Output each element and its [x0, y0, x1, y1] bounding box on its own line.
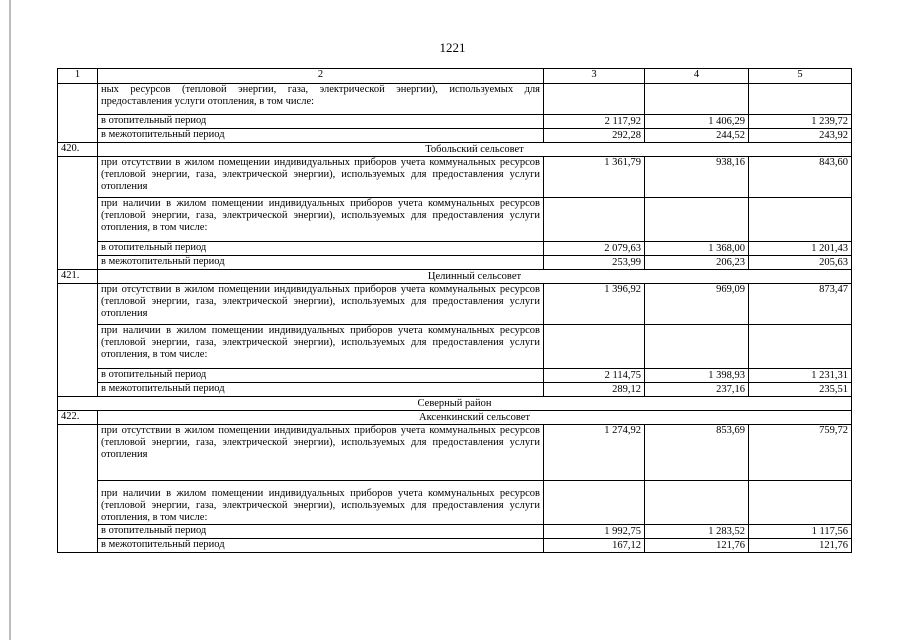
header-col-5: 5 [749, 69, 852, 84]
value-cell: 873,47 [749, 284, 852, 325]
value-cell: 292,28 [544, 129, 645, 143]
table-row [58, 129, 852, 143]
value-cell: 1 201,43 [749, 242, 852, 256]
value-cell: 289,12 [544, 383, 645, 397]
index-cell-empty [58, 157, 98, 270]
value-cell: 853,69 [645, 425, 749, 481]
interheating-label: в межотопительный период [98, 256, 544, 270]
value-cell: 759,72 [749, 425, 852, 481]
value-cell: 1 117,56 [749, 525, 852, 539]
header-row [58, 69, 852, 84]
district-row [58, 397, 852, 411]
value-cell: 1 368,00 [645, 242, 749, 256]
empty-cell [645, 84, 749, 115]
section-title-row [58, 270, 852, 284]
empty-cell [749, 198, 852, 242]
table-row [58, 369, 852, 383]
value-cell: 121,76 [749, 539, 852, 553]
header-col-4: 4 [645, 69, 749, 84]
value-cell: 2 114,75 [544, 369, 645, 383]
value-cell: 206,23 [645, 256, 749, 270]
interheating-label: в межотопительный период [98, 383, 544, 397]
empty-cell [544, 198, 645, 242]
table-row [58, 481, 852, 525]
empty-cell [645, 481, 749, 525]
section-title: Аксенкинский сельсовет [98, 411, 852, 425]
section-title: Целинный сельсовет [98, 270, 852, 284]
index-cell-empty [58, 425, 98, 553]
value-cell: 1 406,29 [645, 115, 749, 129]
interheating-label: в межотопительный период [98, 129, 544, 143]
with-meters-text: при наличии в жилом помещении индивидуальных приборов учета коммунальных ресурсов (тепловой энергии, газа, электрической энергии), используемых для предоставления услуги отопления, в том числе: [98, 325, 544, 369]
index-cell-empty [58, 284, 98, 397]
table-row [58, 425, 852, 481]
value-cell: 969,09 [645, 284, 749, 325]
index-cell-empty [58, 84, 98, 143]
value-cell: 1 992,75 [544, 525, 645, 539]
with-meters-text: при наличии в жилом помещении индивидуальных приборов учета коммунальных ресурсов (тепловой энергии, газа, электрической энергии), используемых для предоставления услуги отопления, в том числе: [98, 481, 544, 525]
header-col-1: 1 [58, 69, 98, 84]
heating-label: в отопительный период [98, 115, 544, 129]
heating-label: в отопительный период [98, 369, 544, 383]
value-cell: 2 117,92 [544, 115, 645, 129]
section-title: Тобольский сельсовет [98, 143, 852, 157]
empty-cell [749, 481, 852, 525]
header-col-3: 3 [544, 69, 645, 84]
empty-cell [645, 198, 749, 242]
table-row [58, 115, 852, 129]
empty-cell [544, 481, 645, 525]
section-title-row [58, 411, 852, 425]
value-cell: 1 396,92 [544, 284, 645, 325]
header-col-2: 2 [98, 69, 544, 84]
table-row [58, 325, 852, 369]
page-number: 1221 [439, 40, 466, 55]
table-row [58, 84, 852, 115]
table-row [58, 198, 852, 242]
district-title: Северный район [58, 397, 852, 411]
table-row [58, 525, 852, 539]
value-cell: 121,76 [645, 539, 749, 553]
interheating-label: в межотопительный период [98, 539, 544, 553]
value-cell: 1 239,72 [749, 115, 852, 129]
table-row [58, 539, 852, 553]
value-cell: 1 274,92 [544, 425, 645, 481]
section-index: 421. [58, 270, 98, 284]
value-cell: 243,92 [749, 129, 852, 143]
value-cell: 167,12 [544, 539, 645, 553]
table-row [58, 284, 852, 325]
tariff-table [57, 68, 852, 553]
section-index: 420. [58, 143, 98, 157]
without-meters-text: при отсутствии в жилом помещении индивидуальных приборов учета коммунальных ресурсов (тепловой энергии, газа, электрической энергии), используемых для предоставления услуги отопления [98, 425, 544, 481]
without-meters-text: при отсутствии в жилом помещении индивидуальных приборов учета коммунальных ресурсов (тепловой энергии, газа, электрической энергии), используемых для предоставления услуги отопления [98, 157, 544, 198]
value-cell: 237,16 [645, 383, 749, 397]
section-title-row [58, 143, 852, 157]
empty-cell [749, 325, 852, 369]
table-row [58, 256, 852, 270]
value-cell: 938,16 [645, 157, 749, 198]
table-row [58, 383, 852, 397]
value-cell: 244,52 [645, 129, 749, 143]
empty-cell [544, 325, 645, 369]
value-cell: 205,63 [749, 256, 852, 270]
heating-label: в отопительный период [98, 242, 544, 256]
value-cell: 253,99 [544, 256, 645, 270]
value-cell: 1 231,31 [749, 369, 852, 383]
without-meters-text: при отсутствии в жилом помещении индивидуальных приборов учета коммунальных ресурсов (тепловой энергии, газа, электрической энергии), используемых для предоставления услуги отопления [98, 284, 544, 325]
page-edge-line [9, 0, 11, 640]
section-index: 422. [58, 411, 98, 425]
continuation-text: ных ресурсов (тепловой энергии, газа, электрической энергии), используемых для предоставления услуги отопления, в том числе: [98, 84, 544, 115]
value-cell: 843,60 [749, 157, 852, 198]
table-row [58, 242, 852, 256]
value-cell: 1 283,52 [645, 525, 749, 539]
heating-label: в отопительный период [98, 525, 544, 539]
empty-cell [544, 84, 645, 115]
empty-cell [749, 84, 852, 115]
value-cell: 2 079,63 [544, 242, 645, 256]
value-cell: 235,51 [749, 383, 852, 397]
table-row [58, 157, 852, 198]
with-meters-text: при наличии в жилом помещении индивидуальных приборов учета коммунальных ресурсов (тепловой энергии, газа, электрической энергии), используемых для предоставления услуги отопления, в том числе: [98, 198, 544, 242]
value-cell: 1 398,93 [645, 369, 749, 383]
value-cell: 1 361,79 [544, 157, 645, 198]
empty-cell [645, 325, 749, 369]
